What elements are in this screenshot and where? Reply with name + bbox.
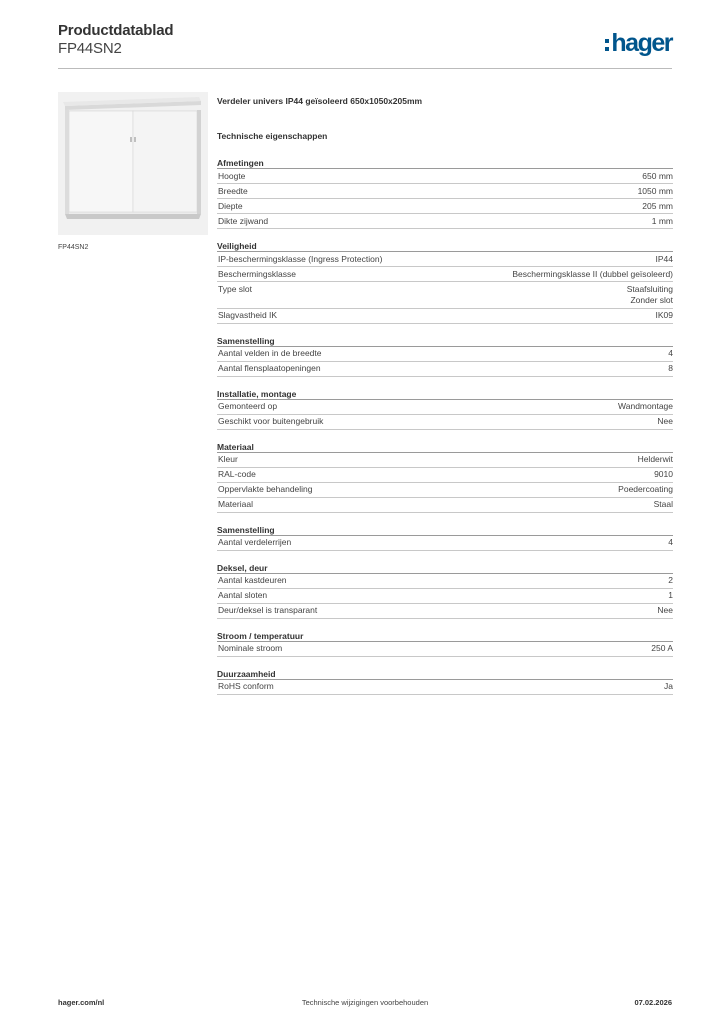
spec-label: RoHS conform (218, 681, 274, 691)
document-title: Productdatablad (58, 22, 174, 39)
spec-value: Nee (657, 416, 673, 426)
spec-values (652, 216, 673, 228)
section-title: Stroom / temperatuur (217, 630, 673, 642)
spec-label: Aantal kastdeuren (218, 575, 287, 585)
spec-value: IK09 (655, 310, 673, 320)
spec-section (217, 157, 673, 229)
spec-label: Materiaal (218, 499, 253, 509)
spec-row (217, 483, 673, 498)
spec-value: 205 mm (642, 200, 673, 211)
spec-row (217, 415, 673, 430)
spec-row (217, 184, 673, 199)
spec-value: Wandmontage (618, 401, 673, 411)
spec-label: Aantal flensplaatopeningen (218, 363, 321, 373)
spec-value: 250 A (651, 643, 673, 653)
spec-label: RAL-code (218, 469, 256, 479)
image-caption: FP44SN2 (58, 244, 89, 251)
spec-values (618, 401, 673, 413)
section-title: Afmetingen (217, 157, 673, 169)
spec-row (217, 199, 673, 214)
footer-date: 07.02.2026 (634, 998, 672, 1007)
spec-section (217, 388, 673, 430)
spec-values (642, 171, 673, 183)
spec-values (656, 310, 674, 322)
spec-values (638, 454, 673, 466)
spec-row (217, 642, 673, 657)
spec-section (217, 630, 673, 657)
spec-label: Type slot (218, 283, 253, 294)
spec-values (512, 269, 673, 281)
spec-values (656, 254, 674, 266)
spec-label: IP-beschermingsklasse (Ingress Protection) (218, 253, 383, 264)
spec-values (642, 201, 673, 213)
document-header (58, 22, 173, 57)
section-title: Materiaal (217, 441, 673, 453)
spec-value: 4 (668, 348, 673, 358)
spec-values (657, 605, 673, 617)
section-title: Installatie, montage (217, 388, 673, 400)
spec-row (217, 169, 673, 184)
footer-notice: Technische wijzigingen voorbehouden (301, 998, 429, 1007)
spec-values (651, 643, 673, 655)
spec-row (217, 680, 673, 695)
spec-row (217, 468, 673, 483)
spec-row (217, 282, 673, 309)
spec-section (217, 668, 673, 695)
spec-label: Geschikt voor buitengebruik (218, 416, 324, 426)
spec-value: Ja (664, 681, 673, 691)
spec-content (217, 96, 673, 706)
spec-value: Poedercoating (618, 484, 673, 494)
spec-row (217, 309, 673, 324)
spec-label: Oppervlakte behandeling (218, 484, 313, 494)
product-image (58, 92, 208, 235)
product-description: Verdeler univers IP44 geïsoleerd 650x1050x205mm (217, 96, 423, 106)
spec-row (217, 214, 673, 229)
spec-values (654, 499, 673, 511)
spec-label: Gemonteerd op (218, 401, 278, 411)
spec-values (654, 469, 673, 481)
spec-value: 650 mm (642, 170, 673, 181)
spec-label: Nominale stroom (218, 643, 283, 653)
spec-value: IP44 (655, 253, 673, 264)
spec-row (217, 604, 673, 619)
spec-row (217, 252, 673, 267)
spec-value: 1 mm (651, 215, 673, 226)
spec-values (627, 284, 673, 307)
spec-value: Beschermingsklasse II (dubbel geïsoleerd) (512, 268, 673, 279)
spec-values (618, 484, 673, 496)
spec-values (638, 186, 673, 198)
spec-value: 2 (668, 575, 673, 585)
spec-section (217, 524, 673, 551)
spec-label: Diepte (218, 200, 243, 211)
section-title: Duurzaamheid (217, 668, 673, 680)
spec-value: 9010 (654, 469, 673, 479)
spec-label: Hoogte (218, 170, 246, 181)
product-code: FP44SN2 (58, 40, 122, 57)
spec-values (668, 348, 673, 360)
spec-label: Aantal sloten (218, 590, 268, 600)
spec-label: Kleur (218, 454, 238, 464)
spec-values (668, 590, 673, 602)
spec-value: 1 (668, 590, 673, 600)
hager-logo (605, 30, 672, 56)
spec-value: Staal (653, 499, 673, 509)
logo-wordmark: hager (611, 28, 672, 57)
spec-value: 1050 mm (637, 185, 673, 196)
spec-value: 8 (668, 363, 673, 373)
spec-heading: Technische eigenschappen (217, 131, 328, 141)
spec-label: Breedte (218, 185, 248, 196)
spec-values (657, 416, 673, 428)
spec-sections (217, 157, 673, 695)
spec-section (217, 441, 673, 513)
spec-row (217, 574, 673, 589)
spec-row (217, 589, 673, 604)
spec-value: 4 (668, 537, 673, 547)
spec-section (217, 562, 673, 619)
spec-value: Helderwit (637, 454, 673, 464)
spec-section (217, 335, 673, 377)
spec-row (217, 453, 673, 468)
spec-value: Staafsluiting (626, 283, 673, 294)
spec-label: Beschermingsklasse (218, 268, 296, 279)
spec-label: Deur/deksel is transparant (218, 605, 318, 615)
spec-row (217, 498, 673, 513)
section-title: Deksel, deur (217, 562, 673, 574)
spec-values (668, 363, 673, 375)
section-title: Samenstelling (217, 335, 673, 347)
section-title: Veiligheid (217, 240, 673, 252)
spec-values (664, 681, 673, 693)
spec-section (217, 240, 673, 324)
header-divider (58, 68, 672, 69)
spec-label: Slagvastheid IK (218, 310, 278, 320)
spec-value: Nee (657, 605, 673, 615)
spec-row (217, 347, 673, 362)
section-title: Samenstelling (217, 524, 673, 536)
spec-label: Aantal verdelerrijen (218, 537, 292, 547)
spec-value: Zonder slot (630, 295, 673, 305)
footer-website: hager.com/nl (58, 998, 105, 1007)
spec-row (217, 267, 673, 282)
spec-values (668, 537, 673, 549)
spec-row (217, 536, 673, 551)
spec-row (217, 362, 673, 377)
spec-label: Dikte zijwand (218, 215, 269, 226)
spec-label: Aantal velden in de breedte (218, 348, 322, 358)
logo-dots-icon (605, 39, 609, 51)
spec-values (668, 575, 673, 587)
spec-row (217, 400, 673, 415)
